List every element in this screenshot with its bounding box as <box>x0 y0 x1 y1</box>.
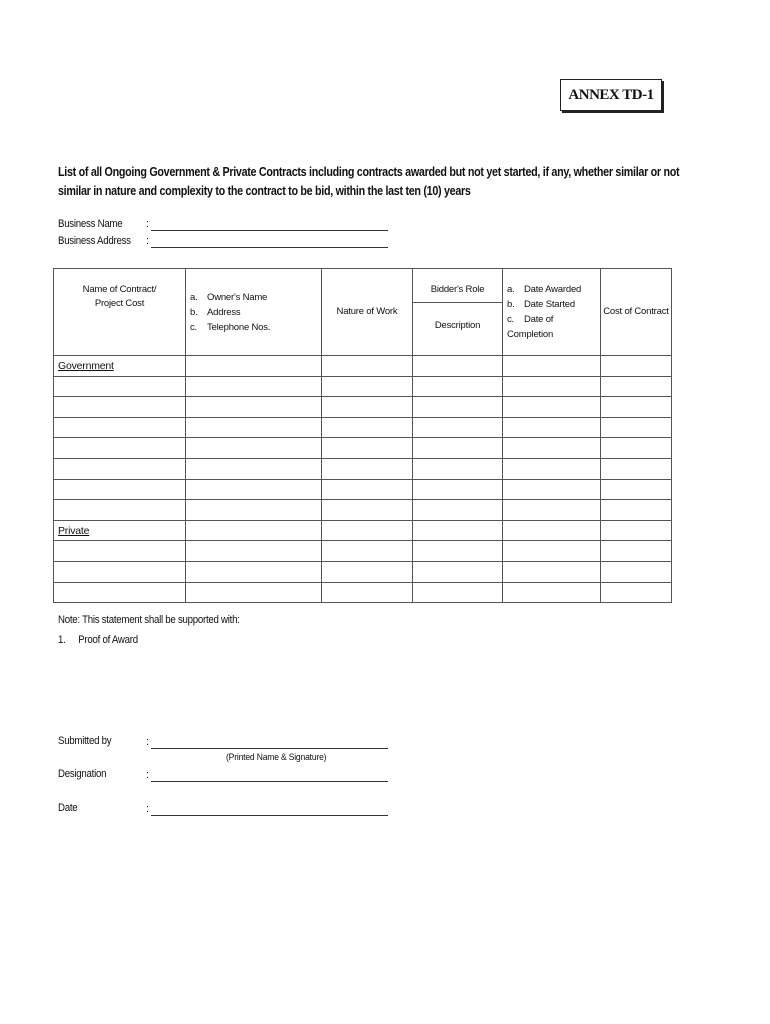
note-item-1-text: Proof of Award <box>78 634 138 646</box>
table-row <box>54 479 672 500</box>
date-item-c <box>507 312 600 342</box>
table-cell[interactable] <box>186 458 322 479</box>
table-cell[interactable] <box>413 376 503 397</box>
table-row <box>54 500 672 521</box>
designation-line[interactable] <box>151 769 388 782</box>
table-cell[interactable] <box>186 479 322 500</box>
owner-item-a-key: a. <box>190 291 198 303</box>
table-row <box>54 458 672 479</box>
printed-name-caption: (Printed Name & Signature) <box>226 752 327 763</box>
business-name-colon: : <box>146 218 150 230</box>
table-cell[interactable] <box>413 582 503 603</box>
header-contract-name-line2: Project Cost <box>94 298 145 309</box>
table-cell[interactable] <box>413 438 503 459</box>
table-cell[interactable] <box>601 356 672 377</box>
table-cell[interactable] <box>186 417 322 438</box>
note-item-1 <box>58 634 138 646</box>
header-dates <box>503 269 601 356</box>
date-item-a <box>507 282 600 297</box>
designation-label: Designation <box>58 768 107 780</box>
table-cell[interactable] <box>186 541 322 562</box>
owner-item-b-text: Address <box>207 306 241 318</box>
table-cell[interactable] <box>601 500 672 521</box>
annex-label: ANNEX TD-1 <box>560 79 662 111</box>
table-cell[interactable] <box>503 438 601 459</box>
contracts-table <box>53 268 672 603</box>
table-cell[interactable] <box>54 417 186 438</box>
date-item-b <box>507 297 600 312</box>
table-cell[interactable] <box>601 582 672 603</box>
table-cell[interactable] <box>54 376 186 397</box>
table-cell[interactable] <box>322 356 413 377</box>
table-row-government <box>54 356 672 377</box>
table-cell[interactable] <box>601 479 672 500</box>
date-item-a-key: a. <box>507 284 515 295</box>
date-item-a-text: Date Awarded <box>524 284 582 295</box>
owner-item-c-key: c. <box>190 321 197 333</box>
owner-item-c <box>190 320 321 335</box>
government-label: Government <box>54 356 186 377</box>
table-cell[interactable] <box>601 520 672 541</box>
date-label: Date <box>58 802 78 814</box>
owner-list <box>186 290 321 335</box>
table-cell[interactable] <box>322 376 413 397</box>
table-cell[interactable] <box>601 561 672 582</box>
table-row <box>54 397 672 418</box>
table-cell[interactable] <box>601 541 672 562</box>
table-cell[interactable] <box>322 438 413 459</box>
table-cell[interactable] <box>186 356 322 377</box>
submitted-by-colon: : <box>146 736 150 748</box>
table-cell[interactable] <box>186 438 322 459</box>
business-name-line[interactable] <box>151 218 388 231</box>
date-item-b-key: b. <box>507 299 515 310</box>
dates-list <box>503 282 600 342</box>
table-cell[interactable] <box>322 417 413 438</box>
submitted-by-line[interactable] <box>151 736 388 749</box>
bidders-role-label: Bidder's Role <box>413 276 502 303</box>
date-line[interactable] <box>151 803 388 816</box>
table-cell[interactable] <box>413 479 503 500</box>
table-cell[interactable] <box>413 500 503 521</box>
business-address-line[interactable] <box>151 235 388 248</box>
table-cell[interactable] <box>186 500 322 521</box>
table-cell[interactable] <box>503 561 601 582</box>
table-cell[interactable] <box>54 479 186 500</box>
owner-item-a-text: Owner's Name <box>207 291 268 303</box>
table-cell[interactable] <box>503 520 601 541</box>
table-cell[interactable] <box>322 582 413 603</box>
table-cell[interactable] <box>322 561 413 582</box>
table-cell[interactable] <box>54 561 186 582</box>
note-title: Note: This statement shall be supported with: <box>58 614 240 626</box>
table-cell[interactable] <box>54 541 186 562</box>
table-cell[interactable] <box>413 541 503 562</box>
note-item-1-number: 1. <box>58 634 66 646</box>
table-cell[interactable] <box>413 561 503 582</box>
table-cell[interactable] <box>54 458 186 479</box>
date-colon: : <box>146 803 150 815</box>
table-cell[interactable] <box>503 582 601 603</box>
table-cell[interactable] <box>503 376 601 397</box>
submitted-by-label: Submitted by <box>58 735 112 747</box>
table-cell[interactable] <box>503 541 601 562</box>
table-cell[interactable] <box>54 582 186 603</box>
owner-item-b <box>190 305 321 320</box>
table-cell[interactable] <box>54 438 186 459</box>
owner-item-b-key: b. <box>190 306 198 318</box>
table-cell[interactable] <box>601 438 672 459</box>
description-label: Description <box>434 320 481 331</box>
private-label: Private <box>54 520 186 541</box>
document-heading <box>58 163 680 201</box>
table-row <box>54 561 672 582</box>
date-item-c-text: Date of Completion <box>507 314 554 340</box>
table-cell[interactable] <box>186 582 322 603</box>
table-cell[interactable] <box>601 397 672 418</box>
table-row-private <box>54 520 672 541</box>
table-cell[interactable] <box>503 417 601 438</box>
table-cell[interactable] <box>413 458 503 479</box>
table-cell[interactable] <box>322 479 413 500</box>
table-cell[interactable] <box>601 376 672 397</box>
table-cell[interactable] <box>413 356 503 377</box>
table-cell[interactable] <box>503 479 601 500</box>
table-cell[interactable] <box>186 376 322 397</box>
table-cell[interactable] <box>186 561 322 582</box>
table-cell[interactable] <box>503 356 601 377</box>
business-address-label: Business Address <box>58 235 131 247</box>
owner-item-a <box>190 290 321 305</box>
table-header-row <box>54 269 672 356</box>
table-cell[interactable] <box>322 500 413 521</box>
business-address-colon: : <box>146 235 150 247</box>
table-cell[interactable] <box>601 458 672 479</box>
heading-line-2: similar in nature and complexity to the contract to be bid, within the last ten (10) years <box>58 184 471 198</box>
table-cell[interactable] <box>503 500 601 521</box>
table-cell[interactable] <box>503 458 601 479</box>
table-cell[interactable] <box>601 417 672 438</box>
table-cell[interactable] <box>186 397 322 418</box>
table-cell[interactable] <box>54 397 186 418</box>
business-name-label: Business Name <box>58 218 123 230</box>
table-row <box>54 438 672 459</box>
table-cell[interactable] <box>322 458 413 479</box>
table-cell[interactable] <box>413 520 503 541</box>
header-bidders-role <box>413 269 503 356</box>
header-contract-name-line1: Name of Contract/ <box>82 284 157 295</box>
table-cell[interactable] <box>503 397 601 418</box>
table-cell[interactable] <box>413 397 503 418</box>
date-item-c-key: c. <box>507 314 514 325</box>
table-cell[interactable] <box>322 520 413 541</box>
heading-line-1: List of all Ongoing Government & Private Contracts including contracts awarded but not yet started, if any, whether similar or not <box>58 165 680 179</box>
table-row <box>54 417 672 438</box>
table-cell[interactable] <box>186 520 322 541</box>
header-contract-name <box>54 269 186 356</box>
table-row <box>54 541 672 562</box>
date-item-b-text: Date Started <box>524 299 575 310</box>
table-row <box>54 582 672 603</box>
header-owner <box>186 269 322 356</box>
header-cost-of-contract: Cost of Contract <box>601 269 672 356</box>
table-cell[interactable] <box>54 500 186 521</box>
table-row <box>54 376 672 397</box>
designation-colon: : <box>146 769 150 781</box>
owner-item-c-text: Telephone Nos. <box>207 321 271 333</box>
table-cell[interactable] <box>322 397 413 418</box>
header-nature-of-work: Nature of Work <box>322 269 413 356</box>
table-cell[interactable] <box>322 541 413 562</box>
table-cell[interactable] <box>413 417 503 438</box>
